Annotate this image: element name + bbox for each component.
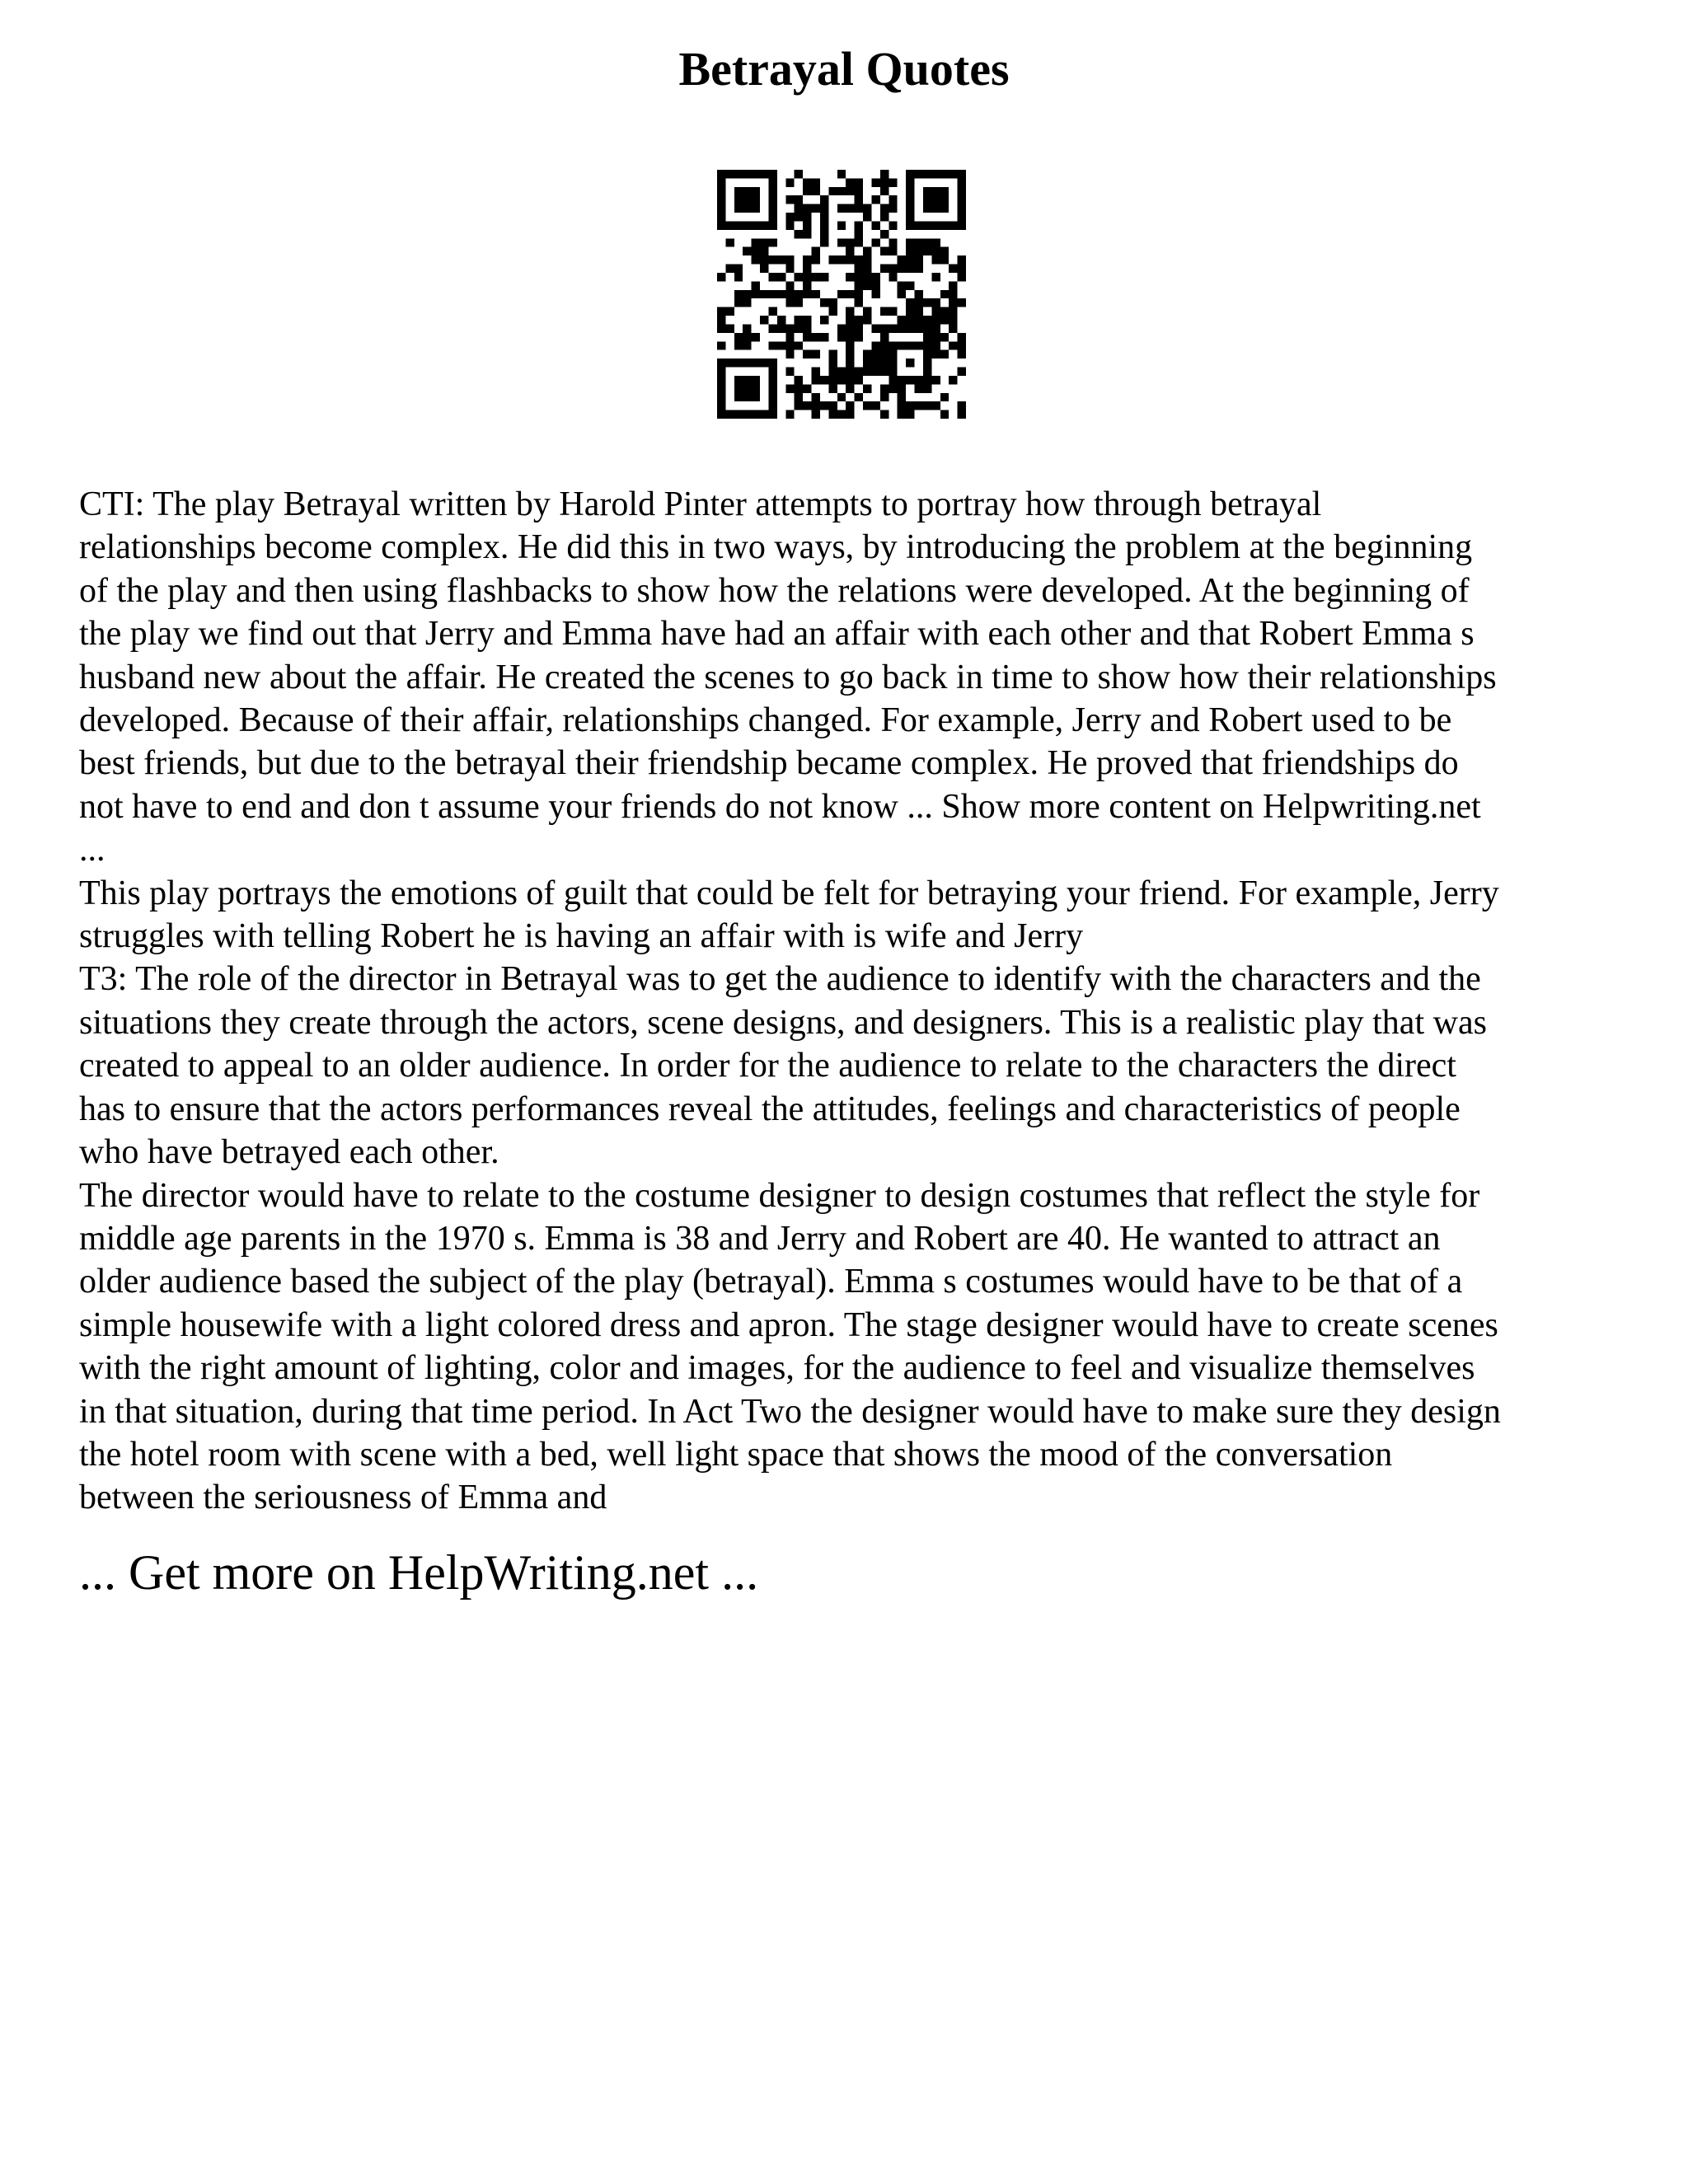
- get-more-link[interactable]: ... Get more on HelpWriting.net ...: [79, 1545, 759, 1600]
- body-line: husband new about the affair. He created the scenes to go back in time to show how their relationships: [79, 658, 1497, 696]
- body-line: of the play and then using flashbacks to show how the relations were developed. At the beginning of: [79, 571, 1470, 610]
- body-line: created to appeal to an older audience. In order for the audience to relate to the characters the direct: [79, 1047, 1456, 1085]
- body-line: has to ensure that the actors performances reveal the attitudes, feelings and characteristics of people: [79, 1090, 1461, 1128]
- body-line: struggles with telling Robert he is having an affair with is wife and Jerry: [79, 917, 1084, 956]
- body-line: middle age parents in the 1970 s. Emma is 38 and Jerry and Robert are 40. He wanted to attract an: [79, 1219, 1441, 1258]
- body-line: with the right amount of lighting, color and images, for the audience to feel and visualize themselves: [79, 1349, 1475, 1388]
- body-line: best friends, but due to the betrayal their friendship became complex. He proved that friendships do: [79, 744, 1459, 783]
- body-line: T3: The role of the director in Betrayal was to get the audience to identify with the characters and the: [79, 960, 1481, 999]
- body-line: in that situation, during that time period. In Act Two the designer would have to make sure they design: [79, 1392, 1501, 1431]
- body-line: who have betrayed each other.: [79, 1133, 499, 1172]
- body-line: simple housewife with a light colored dress and apron. The stage designer would have to create scenes: [79, 1305, 1498, 1344]
- body-line: ...: [79, 831, 106, 869]
- body-line: This play portrays the emotions of guilt that could be felt for betraying your friend. For example, Jerry: [79, 874, 1499, 912]
- body-line: The director would have to relate to the costume designer to design costumes that reflect the style for: [79, 1176, 1480, 1215]
- body-line: situations they create through the actors, scene designs, and designers. This is a realistic play that was: [79, 1003, 1487, 1042]
- qr-code-icon: [717, 170, 966, 419]
- body-line: relationships become complex. He did this in two ways, by introducing the problem at the beginning: [79, 528, 1473, 567]
- body-line: not have to end and don t assume your friends do not know ... Show more content on Helpwriting.net: [79, 787, 1481, 826]
- body-line: between the seriousness of Emma and: [79, 1479, 607, 1517]
- body-line: developed. Because of their affair, relationships changed. For example, Jerry and Robert used to be: [79, 701, 1452, 740]
- document-body: [79, 483, 1629, 1520]
- body-line: the play we find out that Jerry and Emma have had an affair with each other and that Robert Emma s: [79, 615, 1475, 654]
- body-line: CTI: The play Betrayal written by Harold Pinter attempts to portray how through betrayal: [79, 485, 1322, 523]
- body-line: the hotel room with scene with a bed, well light space that shows the mood of the conversation: [79, 1435, 1393, 1474]
- page-title: Betrayal Quotes: [678, 42, 1010, 96]
- body-line: older audience based the subject of the play (betrayal). Emma s costumes would have to be that of a: [79, 1263, 1463, 1301]
